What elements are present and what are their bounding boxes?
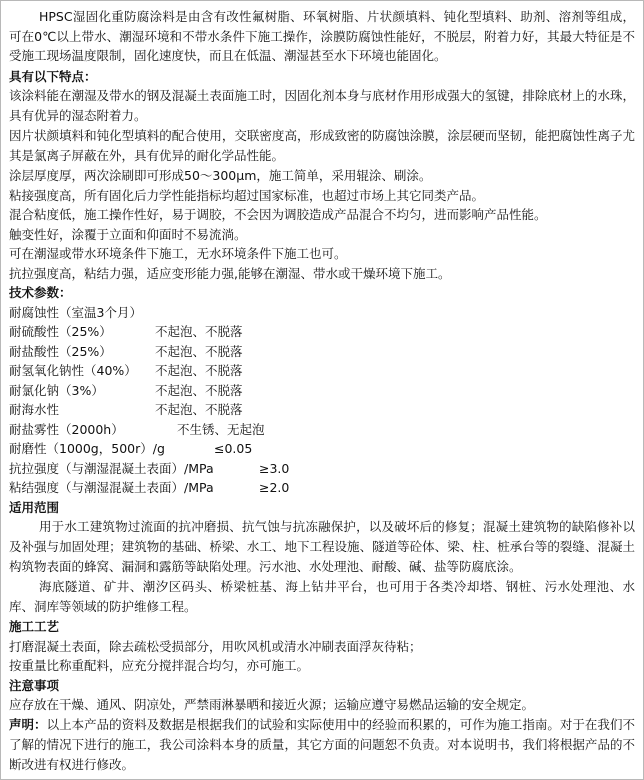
declaration-label: 声明： [9, 716, 47, 732]
feature-item: 该涂料能在潮湿及带水的钢及混凝土表面施工时，因固化剂本身与底材作用形成强大的氢键，排除底材上的水珠，具有优异的湿态附着力。 [9, 88, 635, 123]
tech-row-name: 耐磨性（1000g，500r）/g [9, 441, 165, 456]
tech-row-value: 不起泡、不脱落 [155, 382, 243, 398]
notes-text: 应存放在干燥、通风、阴凉处，严禁雨淋暴晒和接近火源；运输应遵守易燃品运输的安全规定。 [9, 697, 535, 712]
intro-paragraph: HPSC湿固化重防腐涂料是由含有改性氟树脂、环氧树脂、片状颜填料、钝化型填料、助剂、溶剂等组成，可在0℃以上带水、潮湿环境和不带水条件下施工操作，涂膜防腐蚀性能好，不脱层，附着力好，其最大特征是不受施工现场温度限制，固化速度快，而且在低温、潮湿甚至水下环境也能固化。 [9, 9, 635, 63]
scope-paragraph: 海底隧道、矿井、潮汐区码头、桥梁桩基、海上钻井平台，也可用于各类冷却塔、钢桩、污水处理池、水库、洞库等领域的防护维修工程。 [9, 579, 635, 614]
declaration-text: 以上本产品的资料及数据是根据我们的试验和实际使用中的经验而积累的，可作为施工指南。对于在我们不了解的情况下进行的施工，我公司涂料本身的质量，其它方面的问题恕不负责。对本说明书，我们将根据产品的不断改进有权进行修改。 [9, 716, 635, 772]
feature-item: 涂层厚度厚，两次涂刷即可形成50～300μm，施工简单，采用辊涂、刷涂。 [9, 168, 432, 183]
tech-row-value: 不起泡、不脱落 [155, 343, 243, 359]
feature-item: 触变性好，涂覆于立面和仰面时不易流淌。 [9, 226, 247, 242]
tech-subheading: 耐腐蚀性（室温3个月） [9, 304, 142, 320]
process-item: 按重量比称重配料，应充分搅拌混合均匀，亦可施工。 [9, 658, 310, 673]
tech-row [9, 322, 635, 342]
feature-item: 可在潮湿或带水环境条件下施工，无水环境条件下施工也可。 [9, 246, 347, 261]
tech-row [9, 342, 635, 362]
feature-item: 粘接强度高，所有固化后力学性能指标均超过国家标准，也超过市场上其它同类产品。 [9, 187, 485, 203]
notes-heading: 注意事项 [9, 677, 60, 693]
tech-row-name: 耐硫酸性（25%） [9, 324, 112, 339]
tech-row [9, 381, 635, 401]
tech-row-value: ≤0.05 [214, 441, 253, 456]
tech-row-value: 不起泡、不脱落 [155, 324, 243, 339]
process-item: 打磨混凝土表面，除去疏松受损部分，用吹风机或清水冲刷表面浮灰待粘； [9, 638, 422, 654]
tech-row-value: ≥2.0 [259, 480, 290, 495]
tech-row-value: 不生锈、无起泡 [177, 421, 265, 437]
tech-row-value: 不起泡、不脱落 [155, 402, 243, 417]
tech-row-name: 耐盐雾性（2000h） [9, 421, 124, 437]
tech-row-value: 不起泡、不脱落 [155, 363, 243, 378]
tech-row-salt-fog [9, 420, 635, 440]
tech-row-bond [9, 478, 635, 498]
tech-row-name: 耐盐酸性（25%） [9, 343, 112, 359]
tech-row-name: 抗拉强度（与潮湿混凝土表面）/MPa [9, 460, 214, 476]
process-heading: 施工工艺 [9, 619, 60, 634]
feature-item: 因片状颜填料和钝化型填料的配合使用，交联密度高，形成致密的防腐蚀涂膜，涂层硬而坚韧，能把腐蚀性离子尤其是氯离子屏蔽在外，具有优异的耐化学品性能。 [9, 128, 635, 163]
feature-item: 混合粘度低，施工操作性好，易于调胶，不会因为调胶造成产品混合不均匀，进而影响产品性能。 [9, 207, 547, 222]
features-heading: 具有以下特点： [9, 68, 97, 84]
tech-heading: 技术参数： [9, 285, 72, 300]
tech-row-name: 粘结强度（与潮湿混凝土表面）/MPa [9, 480, 214, 495]
feature-item: 抗拉强度高，粘结力强，适应变形能力强,能够在潮湿、带水或干燥环境下施工。 [9, 265, 451, 281]
tech-row-name: 耐氢氧化钠性（40%） [9, 363, 137, 378]
tech-row-name: 耐海水性 [9, 402, 60, 417]
tech-row [9, 400, 635, 420]
declaration-paragraph [9, 715, 635, 775]
tech-row-name: 耐氯化钠（3%） [9, 382, 104, 398]
scope-heading: 适用范围 [9, 499, 60, 515]
tech-row-tensile [9, 459, 635, 479]
tech-row [9, 361, 635, 381]
scope-paragraph: 用于水工建筑物过流面的抗冲磨损、抗气蚀与抗冻融保护，以及破坏后的修复；混凝土建筑物的缺陷修补以及补强与加固处理；建筑物的基础、桥梁、水工、地下工程设施、隧道等砼体、梁、柱、桩承台等的裂缝、混凝土构筑物表面的蜂窝、漏洞和露筋等缺陷处理。污水池、水处理池、耐酸、碱、盐等防腐底涂。 [9, 519, 635, 574]
tech-row-value: ≥3.0 [259, 460, 290, 476]
tech-row-wear [9, 439, 635, 459]
